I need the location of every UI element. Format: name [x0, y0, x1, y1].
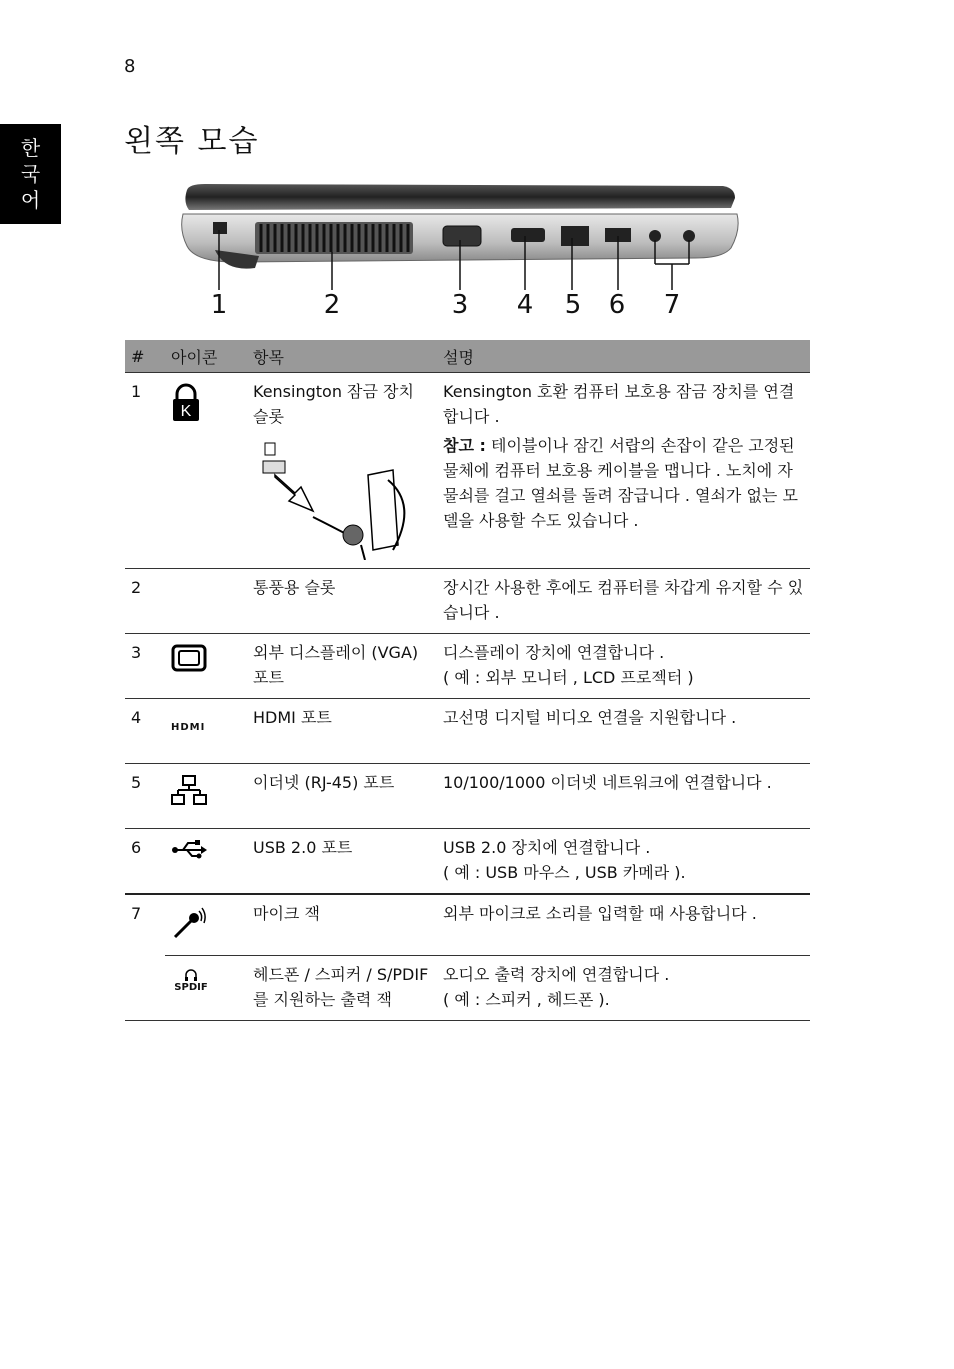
header-item: 항목: [247, 340, 437, 373]
headphone-spdif-icon: [171, 968, 211, 994]
row-number: 2: [125, 569, 165, 634]
table-row: [125, 894, 810, 956]
header-number: #: [125, 340, 165, 373]
callout-numbers: [175, 290, 745, 330]
row-item: Kensington 잠금 장치 슬롯: [253, 382, 414, 426]
callout-number: 3: [451, 290, 469, 320]
lock-cable-illustration: [253, 435, 418, 560]
row-number: 4: [125, 699, 165, 764]
table-row: [125, 956, 810, 1021]
headphone-icon: [184, 968, 198, 982]
port-spec-table: [125, 340, 810, 1021]
row-item: 통풍용 슬롯: [247, 569, 437, 634]
hdmi-icon: HDMI: [171, 722, 206, 733]
vga-icon: [171, 644, 207, 672]
ethernet-icon: [171, 774, 207, 806]
table-row: [125, 699, 810, 764]
row-number: [125, 956, 165, 1021]
header-icon: 아이콘: [165, 340, 247, 373]
callout-number: 7: [663, 290, 681, 320]
row-description-example: ( 예 : USB 마우스 , USB 카메라 ).: [443, 863, 686, 882]
note-text: 테이블이나 잠긴 서랍의 손잡이 같은 고정된 물체에 컴퓨터 보호용 케이블을 맵니다 . 노치에 자물쇠를 걸고 열쇠를 돌려 잠급니다 . 열쇠가 없는 모델을 사용할 수도 있습니다 .: [443, 436, 798, 530]
callout-number: 2: [323, 290, 341, 320]
language-tab-char: 어: [20, 188, 41, 212]
microphone-icon: [171, 905, 207, 941]
row-description: 장시간 사용한 후에도 컴퓨터를 차갑게 유지할 수 있습니다 .: [437, 569, 810, 634]
row-item: HDMI 포트: [247, 699, 437, 764]
row-description: 외부 마이크로 소리를 입력할 때 사용합니다 .: [437, 894, 810, 956]
table-row: [125, 373, 810, 569]
row-description-example: ( 예 : 외부 모니터 , LCD 프로젝터 ): [443, 668, 694, 687]
row-item: 헤드폰 / 스피커 / S/PDIF 를 지원하는 출력 잭: [247, 956, 437, 1021]
table-row: [125, 569, 810, 634]
row-description: 디스플레이 장치에 연결합니다 .: [443, 643, 665, 662]
language-tab-char: 한: [20, 136, 41, 160]
page-number: 8: [124, 56, 136, 77]
table-row: [125, 634, 810, 699]
kensington-lock-icon: [171, 383, 201, 423]
row-description: USB 2.0 장치에 연결합니다 .: [443, 838, 651, 857]
row-number: 5: [125, 764, 165, 829]
table-row: [125, 829, 810, 895]
laptop-left-side-illustration: [175, 180, 745, 290]
callout-number: 5: [564, 290, 582, 320]
language-tab-char: 국: [20, 162, 41, 186]
row-number: 7: [131, 904, 142, 923]
row-item: 이더넷 (RJ-45) 포트: [247, 764, 437, 829]
row-number: 3: [125, 634, 165, 699]
row-description-example: ( 예 : 스피커 , 헤드폰 ).: [443, 990, 610, 1009]
row-item: USB 2.0 포트: [247, 829, 437, 895]
callout-number: 1: [210, 290, 228, 320]
callout-number: 6: [608, 290, 626, 320]
header-description: 설명: [437, 340, 810, 373]
spdif-label: SPDIF: [174, 982, 208, 993]
row-item: 외부 디스플레이 (VGA) 포트: [247, 634, 437, 699]
svg-text:K: K: [180, 403, 192, 420]
note-label: 참고 :: [443, 436, 486, 455]
row-number: 1: [125, 373, 165, 569]
row-description: 오디오 출력 장치에 연결합니다 .: [443, 965, 670, 984]
callout-number: 4: [516, 290, 534, 320]
usb-icon: [171, 839, 209, 859]
page-title: 왼쪽 모습: [124, 124, 260, 159]
row-description: Kensington 호환 컴퓨터 보호용 잠금 장치를 연결합니다 .: [443, 382, 795, 426]
row-description: 고선명 디지털 비디오 연결을 지원합니다 .: [437, 699, 810, 764]
table-row: [125, 764, 810, 829]
row-description: 10/100/1000 이더넷 네트워크에 연결합니다 .: [437, 764, 810, 829]
language-tab: [0, 124, 61, 224]
table-header-row: [125, 340, 810, 373]
row-item: 마이크 잭: [247, 894, 437, 956]
row-number: 6: [125, 829, 165, 895]
